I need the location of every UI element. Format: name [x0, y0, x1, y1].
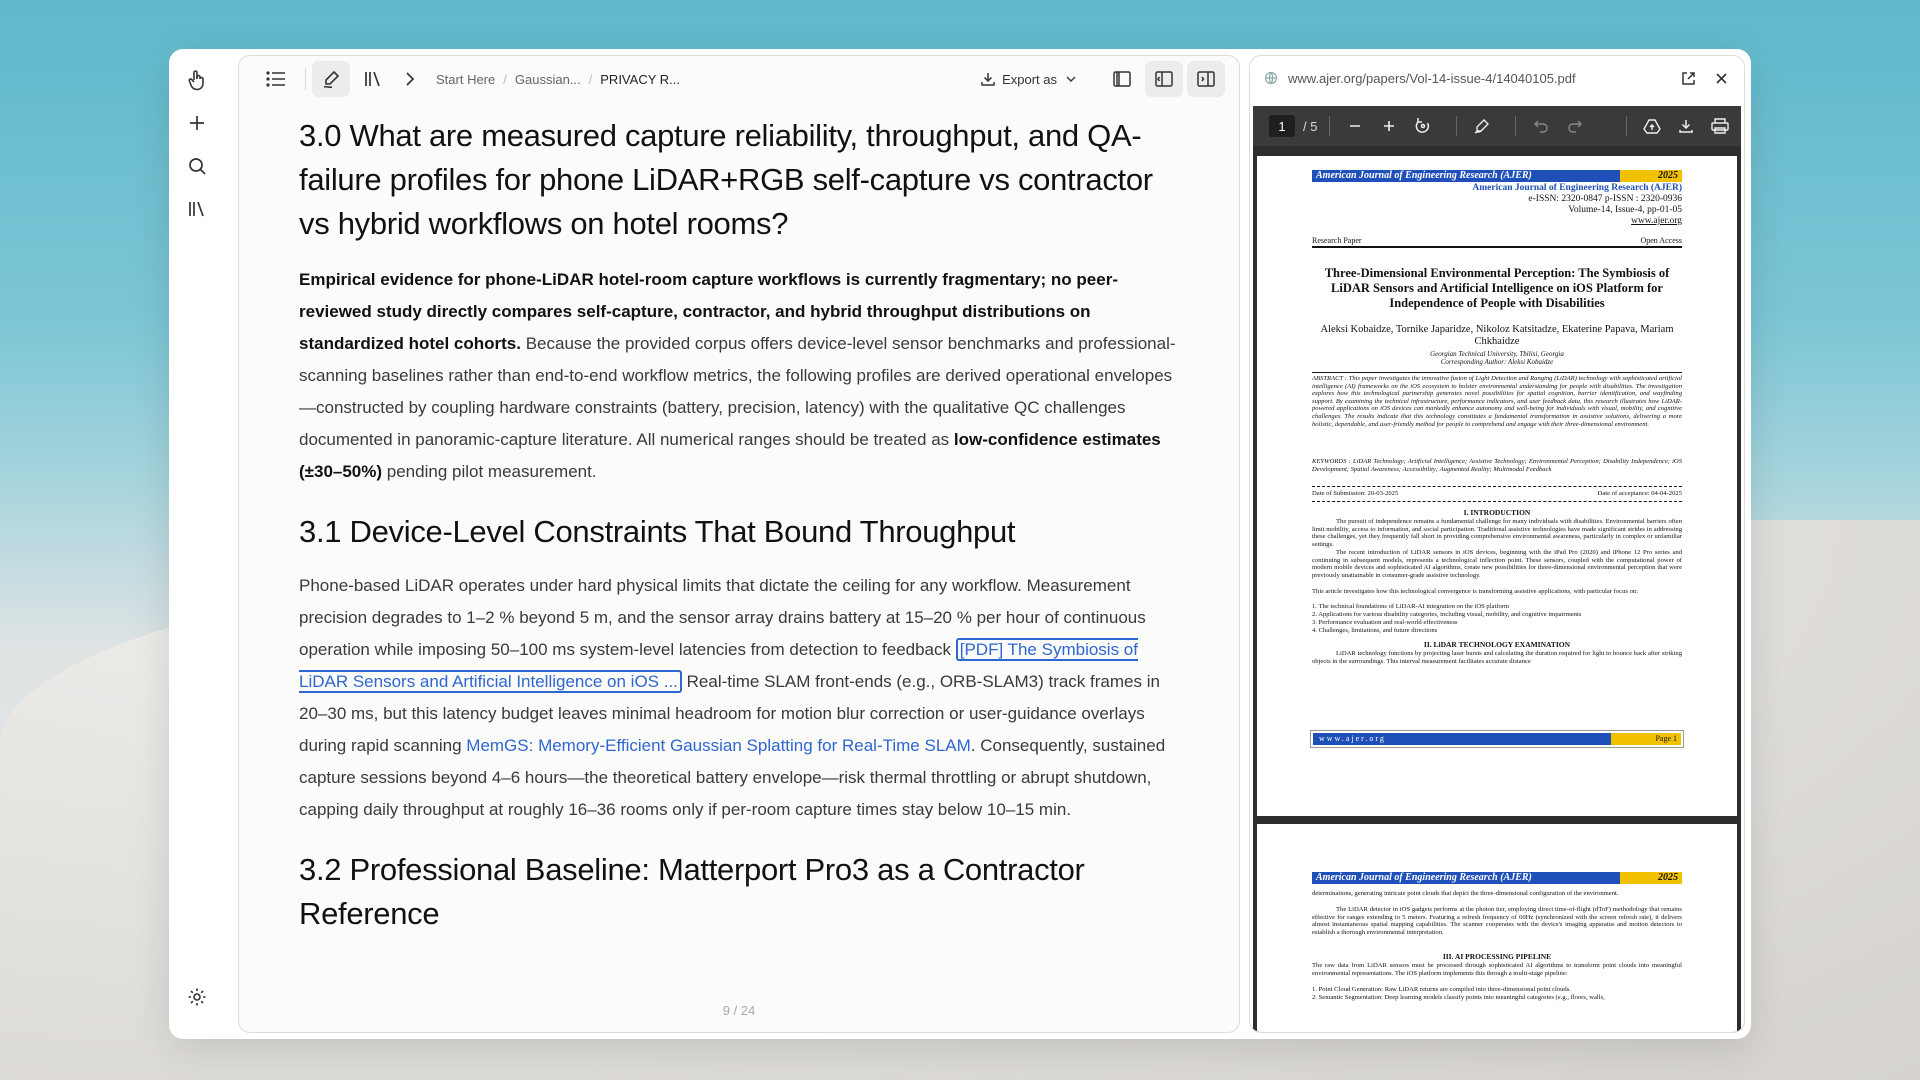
annotate-pen-icon[interactable]: [312, 61, 350, 97]
pdf-toolbar-divider: [1329, 116, 1330, 136]
journal-bar-text: American Journal of Engineering Research (AJER): [1316, 872, 1532, 883]
export-as-label: Export as: [1002, 71, 1057, 87]
abstract-rule: [1312, 372, 1682, 373]
paragraph-text: Real-time SLAM front-ends (e.g., ORB-SLAM3) track frames in 20–30 ms, but this latency budget leaves minimal headroom for motion blur correction or user-guidance overlays during rapid scanning: [299, 672, 1160, 755]
split-view-icon[interactable]: [1103, 61, 1141, 97]
app-window: [169, 49, 1751, 1039]
drive-upload-icon[interactable]: [1639, 113, 1665, 139]
footer-site: www.ajer.org: [1319, 734, 1386, 743]
journal-title: American Journal of Engineering Research (AJER): [1472, 183, 1682, 193]
journal-year: 2025: [1620, 872, 1682, 884]
journal-bar-text: American Journal of Engineering Research (AJER): [1316, 170, 1532, 181]
section-heading-3-2: 3.2 Professional Baseline: Matterport Pro3 as a Contractor Reference: [299, 852, 1085, 931]
journal-volume: Volume-14, Issue-4, pp-01-05: [1568, 205, 1682, 215]
paper-type: Research Paper: [1312, 236, 1362, 245]
pdf-toolbar: [1253, 106, 1741, 146]
paper-abstract: ABSTRACT : This paper investigates the innovative fusion of Light Detection and Ranging (LiDAR) technology with sophisticated artificial intelligence (AI) frameworks on the iOS ecosystem to bolster environmental understanding for people with disabilities. The investigation explores how this technological partnership generates novel possibilities for spatial cognition, barrier identification, and wayfinding support. By examining the technical infrastructure, performance indicators, and user feedback data, this research illustrates how LiDAR-powered applications on iOS devices can markedly enhance autonomy and well-being for individuals with visual, mobility, and cognitive challenges. The results indicate that this technology constitutes a fundamental transformation in assistive solutions, delivering a more holistic, dependable, and user-friendly method for people to comprehend and engage with their three-dimensional environment.: [1312, 375, 1682, 428]
hand-pointer-icon[interactable]: [180, 63, 214, 97]
page2-list-1: 1. Point Cloud Generation: Raw LiDAR returns are compiled into three-dimensional point clouds.: [1312, 986, 1571, 993]
citation-link-lidar-symbiosis[interactable]: [PDF] The Symbiosis of LiDAR Sensors and Artificial Intelligence on iOS ...: [299, 640, 1138, 691]
intro-list-2: 2. Applications for various disability categories, including visual, mobility, and cognitive impairments: [1312, 611, 1582, 618]
outline-list-icon[interactable]: [257, 61, 295, 97]
page-counter: 9 / 24: [722, 1003, 756, 1018]
pdf-toolbar-divider: [1456, 116, 1457, 136]
intro-paragraph-3: This article investigates how this technological convergence is transforming assistive applications, with particular focus on:: [1312, 588, 1639, 595]
paper-title: Three-Dimensional Environmental Perception: The Symbiosis of LiDAR Sensors and Artificial Intelligence on iOS Platform for Independence of People with Disabilities: [1324, 266, 1670, 310]
zoom-in-icon[interactable]: [1376, 113, 1402, 139]
paragraph-text: pending pilot measurement.: [382, 462, 597, 481]
rotate-icon[interactable]: [1410, 113, 1436, 139]
paragraph-3-1: [299, 570, 1189, 826]
library-icon[interactable]: [180, 192, 214, 226]
section-ai-pipeline: III. AI PROCESSING PIPELINE: [1442, 952, 1552, 961]
globe-icon: [1264, 71, 1278, 85]
pdf-toolbar-divider: [1626, 116, 1627, 136]
paper-affiliation: Georgian Technical University, Tbilisi, Georgia: [1430, 350, 1564, 358]
pdf-viewport[interactable]: [1253, 146, 1741, 1032]
print-icon[interactable]: [1707, 113, 1733, 139]
paper-corresponding: Corresponding Author: Aleksi Kobaidze: [1440, 358, 1554, 366]
document-toolbar: [239, 56, 1239, 102]
intro-list-3: 3. Performance evaluation and real-world effectiveness: [1312, 619, 1458, 626]
breadcrumb-separator: /: [503, 71, 507, 87]
download-icon: [980, 71, 996, 87]
page2-list-2: 2. Semantic Segmentation: Deep learning models classify points into meaningful categories (e.g., floors, walls,: [1312, 994, 1605, 1001]
breadcrumb: [436, 72, 680, 87]
bold-lead: Empirical evidence for phone-LiDAR hotel-room capture workflows is currently fragmentary; no peer-reviewed study directly compares self-capture, contractor, and hybrid throughput distributions on standardized hotel cohorts.: [299, 270, 1118, 353]
page2-paragraph-1: determinations, generating intricate point clouds that depict the three-dimensional configuration of the environment.: [1312, 890, 1619, 897]
undo-icon[interactable]: [1528, 113, 1554, 139]
pdf-viewer-pane: [1249, 55, 1745, 1033]
pdf-page-input[interactable]: 1: [1269, 115, 1295, 137]
search-icon[interactable]: [180, 149, 214, 183]
header-rule: [1312, 246, 1682, 248]
breadcrumb-separator: /: [588, 71, 593, 87]
intro-paragraph-1: The pursuit of independence remains a fundamental challenge for many individuals with disabilities. Environmental barriers often limit mobility, access to information, and social participation. Traditional assistive technologies have made significant strides in addressing these challenges, yet they frequently fall short in providing comprehensive environmental awareness, particularly in complex or unfamiliar settings.: [1312, 518, 1682, 548]
bold-estimate: low-confidence estimates (±30–50%): [299, 430, 1161, 481]
citation-link-memgs[interactable]: MemGS: Memory-Efficient Gaussian Splatting for Real-Time SLAM: [466, 736, 971, 755]
download-icon[interactable]: [1673, 113, 1699, 139]
tech-paragraph-1: LiDAR technology functions by projecting laser bursts and calculating the duration required for light to bounce back after striking objects in the surroundings. This interval measurement facilitates accurate distance: [1312, 650, 1682, 665]
footer-page: Page 1: [1611, 733, 1681, 745]
pdf-url-text[interactable]: www.ajer.org/papers/Vol-14-issue-4/14040105.pdf: [1288, 70, 1576, 86]
section-introduction: I. INTRODUCTION: [1463, 508, 1531, 517]
breadcrumb-privacy[interactable]: PRIVACY R...: [600, 71, 680, 87]
toolbar-right-group: [980, 61, 1225, 97]
page2-paragraph-2: The LiDAR detector in iOS gadgets performs at the photon tier, employing direct time-of-flight (dToF) methodology that remains effective for ranges extending to 5 meters. Featuring a refresh frequency of 60Hz (synchronized with the screen refresh rate), it delivers almost instantaneous spatial mapping capabilities. The scanner cooperates with the device's imaging apparatus and motion detectors to establish a thorough environmental interpretation.: [1312, 906, 1682, 936]
paragraph-text: . Consequently, sustained capture sessions beyond 4–6 hours—the theoretical battery envelope—risk thermal throttling or abrupt shutdown, capping daily throughput at roughly 16–36 rooms only if per-room capture times stay below 10–15 min.: [299, 736, 1166, 819]
breadcrumb-start-here[interactable]: Start Here: [436, 71, 496, 87]
journal-year: 2025: [1620, 170, 1682, 182]
right-panel-toggle-icon[interactable]: [1187, 61, 1225, 97]
dates-rule: [1312, 501, 1682, 502]
intro-list-1: 1. The technical foundations of LiDAR-AI integration on the iOS platform: [1312, 603, 1510, 610]
intro-paragraph-2: The recent introduction of LiDAR sensors in iOS devices, beginning with the iPad Pro (2020) and iPhone 12 Pro series and continuing in subsequent models, represents a technological inflection point. These sensors, coupled with the computational power of modern mobile devices and sophisticated AI algorithms, create new possibilities for three-dimensional environmental perception that were previously unattainable in consumer-grade assistive technology.: [1312, 549, 1682, 579]
section-heading-3-1: 3.1 Device-Level Constraints That Bound Throughput: [299, 514, 1016, 549]
pdf-url-bar: [1250, 56, 1744, 100]
open-external-icon[interactable]: [1681, 71, 1696, 86]
journal-header-bar: [1312, 170, 1682, 182]
journal-issn: e-ISSN: 2320-0847 p-ISSN : 2320-0936: [1528, 194, 1682, 204]
page2-paragraph-3: The raw data from LiDAR sensors must be processed through sophisticated AI algorithms to transform point clouds into meaningful environmental representations. The iOS platform implements this through a multi-stage pipeline:: [1312, 962, 1682, 977]
pdf-page-total: / 5: [1303, 118, 1318, 134]
section-lidar-technology: II. LiDAR TECHNOLOGY EXAMINATION: [1423, 640, 1571, 649]
pdf-page-1: [1257, 156, 1737, 816]
draw-signature-icon[interactable]: [1469, 113, 1495, 139]
export-as-button[interactable]: [980, 71, 1083, 87]
document-pane: [238, 55, 1240, 1033]
dates-rule: [1312, 486, 1682, 487]
paragraph-text: Because the provided corpus offers device-level sensor benchmarks and professional-scanning baselines rather than end-to-end workflow metrics, the following profiles are derived operational envelopes—constructed by coupling hardware constraints (battery, precision, latency) with the qualitative QC challenges documented in panoramic-capture literature. All numerical ranges should be treated as: [299, 334, 1176, 449]
submission-date: Date of Submission: 20-03-2025: [1312, 490, 1399, 497]
intro-list-4: 4. Challenges, limitations, and future directions: [1312, 627, 1438, 634]
paper-authors: Aleksi Kobaidze, Tornike Japaridze, Nikoloz Katsitadze, Ekaterine Papava, Mariam Chkhaidze: [1320, 324, 1674, 347]
journal-meta: [1472, 183, 1682, 227]
paper-keywords: KEYWORDS : LiDAR Technology; Artificial Intelligence; Assistive Technology; Environmental Perception; Disability Independence; iOS Development; Spatial Awareness; Accessibility; Augmented Reality; Multimodal Feedback: [1312, 458, 1682, 473]
redo-icon[interactable]: [1562, 113, 1588, 139]
chevron-down-icon: [1065, 73, 1077, 85]
acceptance-date: Date of acceptance: 04-04-2025: [1597, 490, 1682, 497]
pdf-page-2: [1257, 824, 1737, 1032]
open-access-label: Open Access: [1640, 236, 1682, 245]
library-books-icon[interactable]: [354, 61, 392, 97]
page-footer: [1310, 730, 1684, 748]
paragraph-3-0: [299, 264, 1189, 488]
close-icon[interactable]: [1715, 72, 1728, 85]
journal-site: www.ajer.org: [1631, 216, 1682, 226]
journal-header-bar: [1312, 872, 1682, 884]
settings-gear-icon[interactable]: [180, 980, 214, 1014]
section-heading-3-0: 3.0 What are measured capture reliability, throughput, and QA-failure profiles for phone LiDAR+RGB self-capture vs contractor vs hybrid workflows on hotel rooms?: [299, 118, 1153, 241]
plus-icon[interactable]: [180, 106, 214, 140]
paragraph-text: Phone-based LiDAR operates under hard physical limits that dictate the ceiling for any workflow. Measurement precision degrades to 1–2 % beyond 5 m, and the sensor array drains battery at 15–20 % per hour of continuous operation while imposing 50–100 ms system-level latencies from detection to feedback: [299, 576, 1146, 659]
breadcrumb-gaussian[interactable]: Gaussian...: [514, 71, 581, 87]
chevron-right-icon[interactable]: [396, 61, 424, 97]
pdf-toolbar-divider: [1515, 116, 1516, 136]
left-rail: [169, 49, 225, 1039]
document-content: [299, 114, 1189, 952]
toolbar-divider: [305, 68, 306, 90]
left-panel-toggle-icon[interactable]: [1145, 61, 1183, 97]
zoom-out-icon[interactable]: [1342, 113, 1368, 139]
